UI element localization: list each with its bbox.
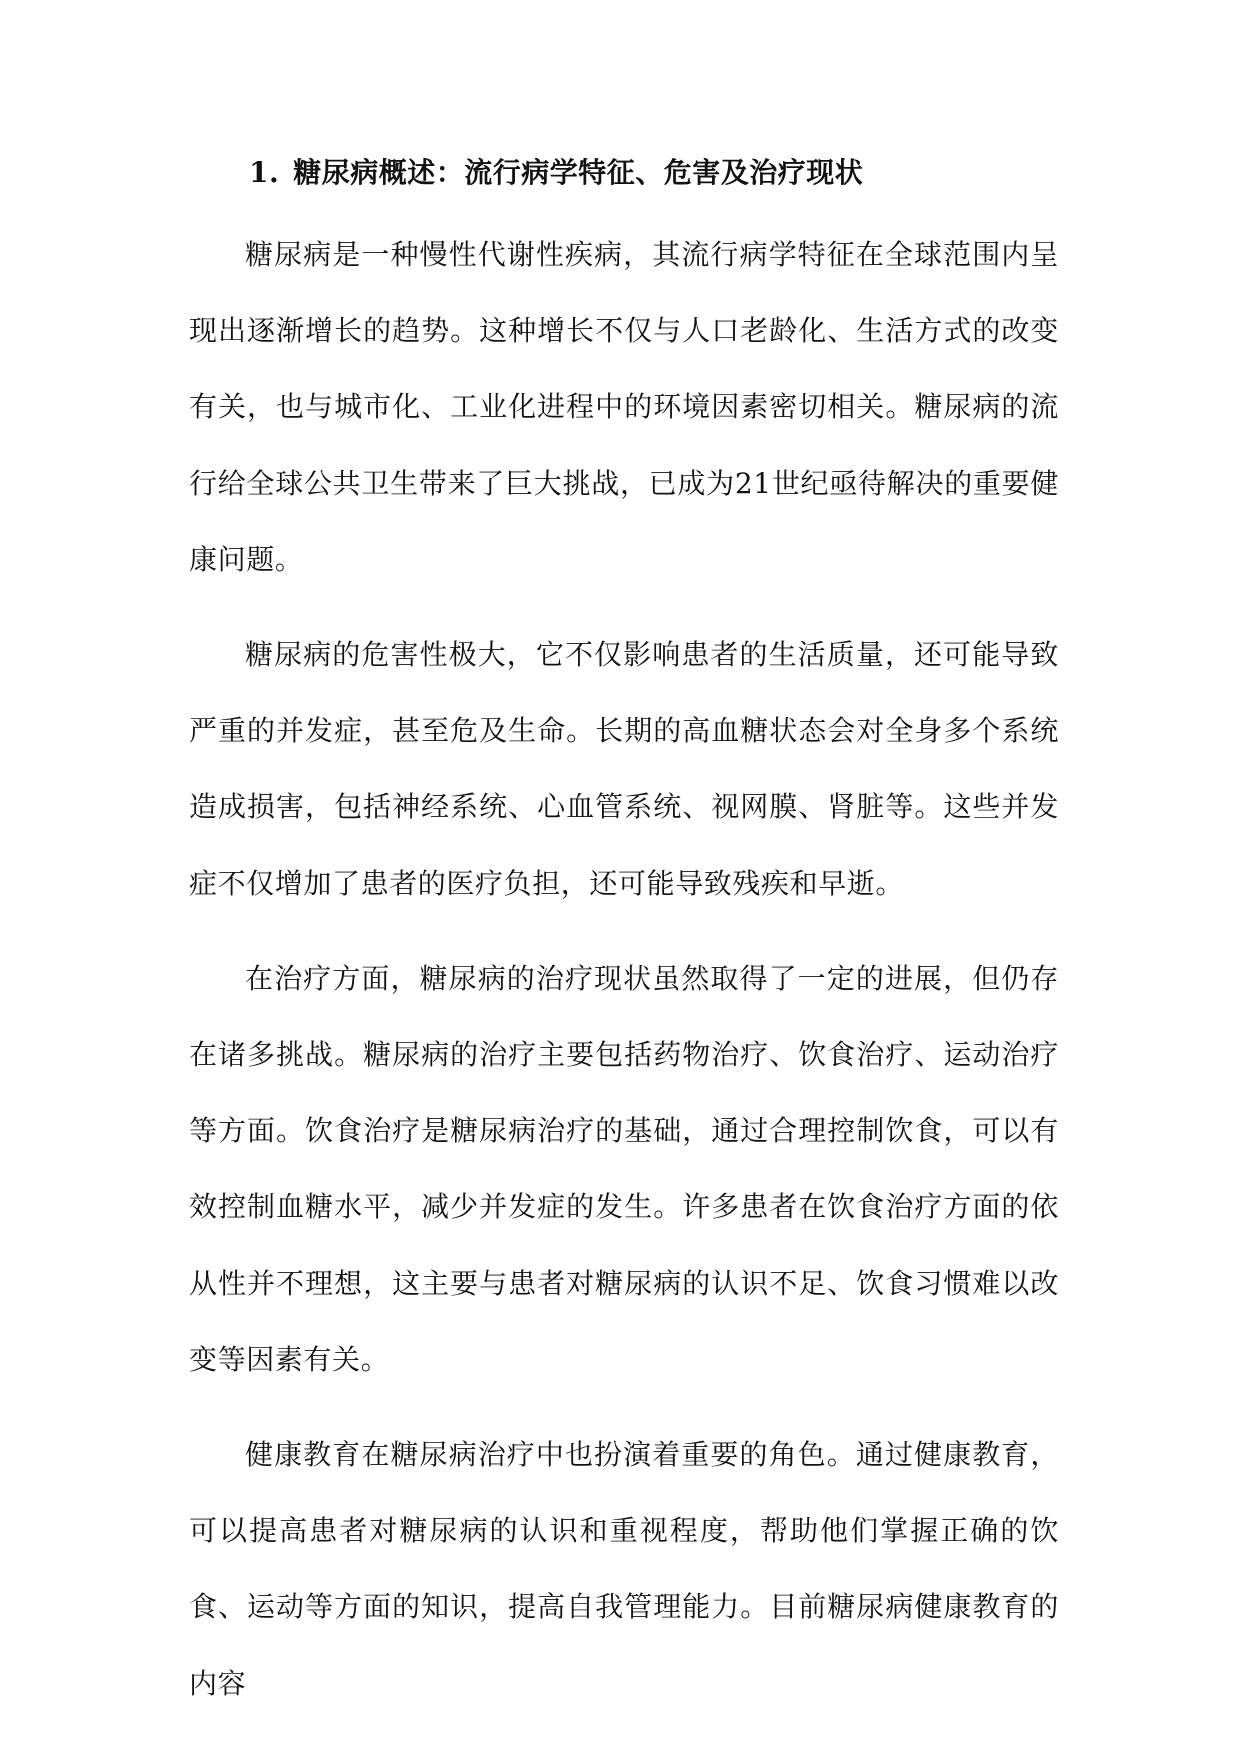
paragraph-health-education: 健康教育在糖尿病治疗中也扮演着重要的角色。通过健康教育，可以提高患者对糖尿病的认识和重视程度，帮助他们掌握正确的饮食、运动等方面的知识，提高自我管理能力。目前糖尿病健康教育的内容 [189,1438,1059,1700]
paragraph-epidemiology: 糖尿病是一种慢性代谢性疾病，其流行病学特征在全球范围内呈现出逐渐增长的趋势。这种增长不仅与人口老龄化、生活方式的改变有关，也与城市化、工业化进程中的环境因素密切相关。糖尿病的流行给全球公共卫生带来了巨大挑战，已成为21世纪亟待解决的重要健康问题。 [189,238,1059,576]
section-title: 糖尿病概述：流行病学特征、危害及治疗现状 [293,156,864,189]
paragraph-harm: 糖尿病的危害性极大，它不仅影响患者的生活质量，还可能导致严重的并发症，甚至危及生命。长期的高血糖状态会对全身多个系统造成损害，包括神经系统、心血管系统、视网膜、肾脏等。这些并发症不仅增加了患者的医疗负担，还可能导致残疾和早逝。 [189,638,1059,900]
section-number: 1. [249,156,280,189]
paragraph-treatment: 在治疗方面，糖尿病的治疗现状虽然取得了一定的进展，但仍存在诸多挑战。糖尿病的治疗主要包括药物治疗、饮食治疗、运动治疗等方面。饮食治疗是糖尿病治疗的基础，通过合理控制饮食，可以有效控制血糖水平，减少并发症的发生。许多患者在饮食治疗方面的依从性并不理想，这主要与患者对糖尿病的认识不足、饮食习惯难以改变等因素有关。 [189,961,1059,1376]
section-heading [189,143,1059,203]
